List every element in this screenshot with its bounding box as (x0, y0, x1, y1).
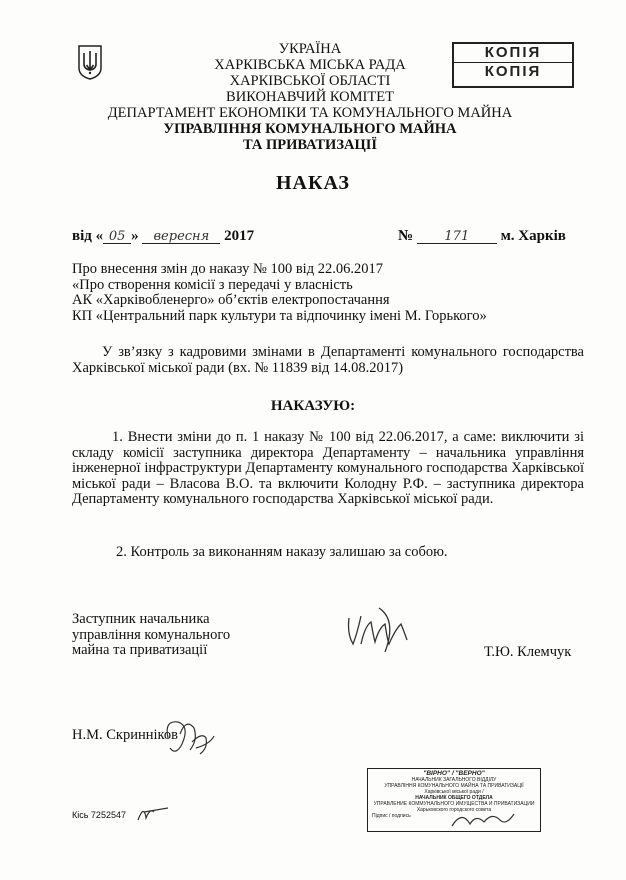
signer-name: Т.Ю. Клемчук (484, 644, 572, 660)
date-prefix: від « (72, 228, 104, 244)
date-day: 05 (103, 230, 131, 244)
verify-stamp-line: Харьковского городского совета (416, 807, 492, 813)
order-number (398, 228, 566, 245)
order-city: м. Харків (500, 228, 566, 244)
note-signature-mark (134, 800, 170, 827)
number-prefix: № (398, 228, 414, 244)
header-line-committee: ВИКОНАВЧИЙ КОМІТЕТ (226, 89, 394, 105)
order-date (72, 228, 254, 245)
date-quote: » (131, 228, 139, 244)
signer-position-line: Заступник начальника (72, 611, 210, 627)
verify-stamp-line: НАЧАЛЬНИК ОБЩЕГО ОТДЕЛА (415, 795, 493, 801)
copy-stamp-line: КОПІЯ (484, 63, 542, 80)
executor-name: Н.М. Скринніков (72, 727, 178, 743)
signer-position-line: управління комунального (72, 626, 231, 643)
date-year: 2017 (224, 228, 255, 244)
header-line-country: УКРАЇНА (278, 41, 342, 57)
header-line-directorate: УПРАВЛІННЯ КОМУНАЛЬНОГО МАЙНА (163, 121, 457, 137)
copy-stamp-line: КОПІЯ (454, 44, 572, 63)
verify-stamp-line: НАЧАЛЬНИК ЗАГАЛЬНОГО ВІДДІЛУ (411, 777, 497, 783)
stamp-signature-mark (448, 808, 518, 837)
executor-note: Кісь 7252547 (72, 810, 126, 820)
signer-position (72, 612, 292, 659)
subject-line: Про внесення змін до наказу № 100 від 22.06.2017 (72, 261, 383, 277)
subject-block (72, 262, 584, 324)
verify-stamp-line: Харківської міської ради / (424, 789, 484, 795)
header-line-city-council: ХАРКІВСЬКА МІСЬКА РАДА (214, 57, 406, 73)
subject-line: «Про створення комісії з передачі у власність (72, 276, 353, 293)
signer-position-line: майна та приватизації (72, 642, 208, 658)
coat-of-arms-icon (77, 44, 103, 80)
signature-mark (335, 604, 425, 659)
date-month: вересня (142, 230, 220, 244)
header-line-department: ДЕПАРТАМЕНТ ЕКОНОМІКИ ТА КОМУНАЛЬНОГО МАЙНА (107, 105, 513, 121)
order-item-2: 2. Контроль за виконанням наказу залишаю за собою. (116, 544, 448, 560)
document-title: НАКАЗ (275, 172, 350, 194)
subject-line: АК «Харківобленерго» об’єктів електропостачання (72, 292, 390, 308)
verify-stamp-line: Підпис / подпись (372, 813, 411, 819)
verify-stamp-line: УПРАВЛІННЯ КОМУНАЛЬНОГО МАЙНА ТА ПРИВАТИЗАЦІЇ (384, 783, 524, 789)
preamble-paragraph: У зв’язку з кадровими змінами в Департаменті комунального господарства Харківської міської ради (вх. № 11839 від 14.08.2017) (72, 344, 584, 376)
header-line-privatization: ТА ПРИВАТИЗАЦІЇ (242, 137, 378, 153)
order-item-1: 1. Внести зміни до п. 1 наказу № 100 від 22.06.2017, а саме: виключити зі складу комісії заступника директора Департаменту – начальника управління інженерної інфраструктури Департаменту комунального господарства Харківської міської ради – Власова В.О. та включити Колодну Р.Ф. – заступника директора Департаменту комунального господарства Харківської міської ради. (72, 429, 584, 507)
header-line-region: ХАРКІВСЬКОЇ ОБЛАСТІ (229, 73, 391, 89)
executor-signature-mark (160, 714, 220, 767)
verify-stamp-line: УПРАВЛЕНИЕ КОММУНАЛЬНОГО ИМУЩЕСТВА И ПРИВАТИЗАЦИИ (373, 801, 535, 807)
verify-stamp-line: "ВІРНО" / "ВЕРНО" (423, 770, 485, 777)
order-heading: НАКАЗУЮ: (270, 398, 356, 414)
number-value: 171 (417, 230, 497, 244)
copy-stamp (452, 42, 574, 88)
subject-line: КП «Центральний парк культури та відпочинку імені М. Горького» (72, 307, 487, 324)
